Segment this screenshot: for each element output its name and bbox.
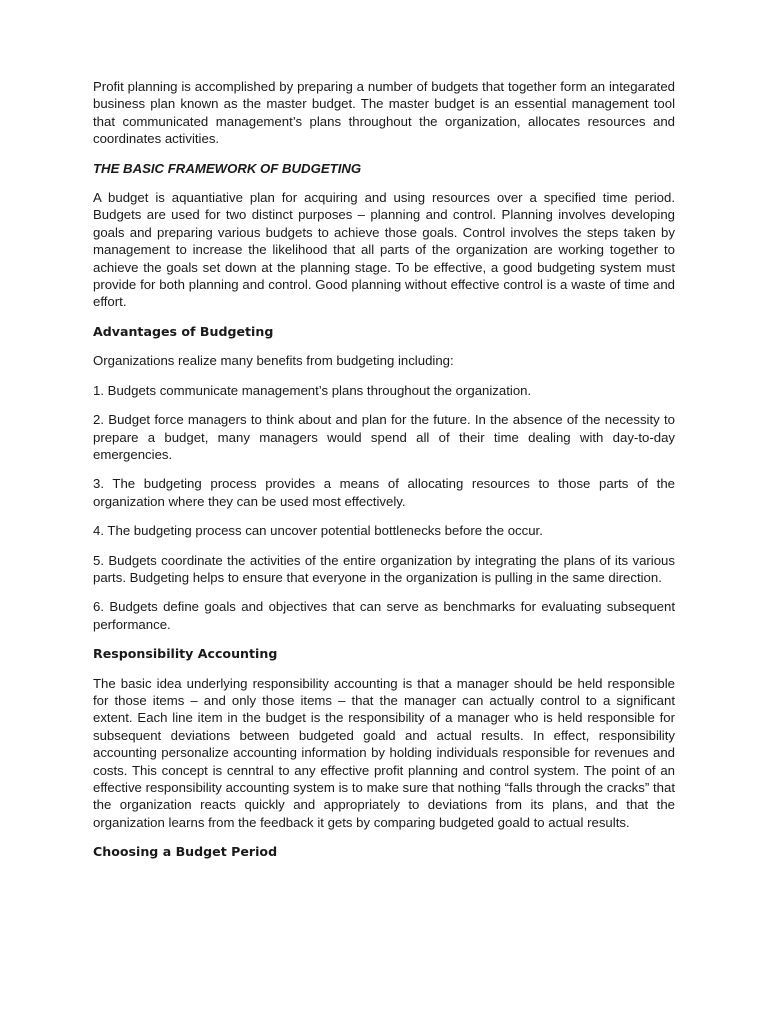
document-page	[93, 78, 675, 873]
advantage-item-2: 2. Budget force managers to think about and plan for the future. In the absence of the necessity to prepare a budget, many managers would spend all of their time dealing with day-to-day emergencies.	[93, 412, 675, 462]
advantages-heading: Advantages of Budgeting	[93, 323, 274, 339]
advantage-item-6: 6. Budgets define goals and objectives that can serve as benchmarks for evaluating subsequent performance.	[93, 599, 675, 632]
responsibility-heading: Responsibility Accounting	[93, 646, 278, 662]
intro-paragraph: Profit planning is accomplished by preparing a number of budgets that together form an integarated business plan known as the master budget. The master budget is an essential management tool that communicated management’s plans throughout the organization, allocates resources and coordinates activities.	[93, 79, 675, 147]
advantage-item-1: 1. Budgets communicate management’s plans throughout the organization.	[93, 382, 532, 398]
budget-period-heading: Choosing a Budget Period	[93, 844, 278, 860]
advantages-lead: Organizations realize many benefits from budgeting including:	[93, 353, 454, 369]
framework-heading: THE BASIC FRAMEWORK OF BUDGETING	[93, 160, 362, 176]
advantage-item-3: 3. The budgeting process provides a means of allocating resources to those parts of the organization where they can be used most effectively.	[93, 476, 675, 509]
advantage-item-5: 5. Budgets coordinate the activities of the entire organization by integrating the plans of its various parts. Budgeting helps to ensure that everyone in the organization is pulling in the same direction.	[93, 552, 675, 585]
advantage-item-4: 4. The budgeting process can uncover potential bottlenecks before the occur.	[93, 523, 543, 539]
responsibility-paragraph: The basic idea underlying responsibility accounting is that a manager should be held responsible for those items – and only those items – that the manager can actually control to a significant extent. Each line item in the budget is the responsibility of a manager who is held responsible for subsequent deviations between budgeted goald and actual results. In effect, responsibility accounting personalize accounting information by holding individuals responsible for revenues and costs. This concept is cenntral to any effective profit planning and control system. The point of an effective responsibility accounting system is to make sure that nothing “falls through the cracks” that the organization reacts quickly and appropriately to deviations from its plans, and that the organization learns from the feedback it gets by comparing budgeted goald to actual results.	[93, 675, 675, 830]
framework-paragraph: A budget is aquantiative plan for acquiring and using resources over a specified time period. Budgets are used for two distinct purposes – planning and control. Planning involves developing goals and preparing various budgets to achieve those goals. Control involves the steps taken by management to increase the likelihood that all parts of the organization are working together to achieve the goals set down at the planning stage. To be effective, a good budgeting system must provide for both planning and control. Good planning without effective control is a waste of time and effort.	[93, 190, 675, 310]
